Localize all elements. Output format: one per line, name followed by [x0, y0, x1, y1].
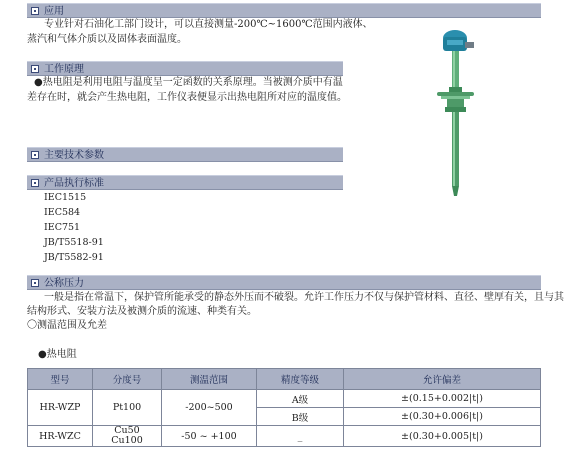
standard-item: JB/T5518-91 — [44, 237, 104, 248]
standard-item: IEC584 — [44, 207, 81, 218]
cell-level: B级 — [257, 408, 344, 426]
application-line-1: 专业针对石油化工部门设计，可以直接测量-200℃~1600℃范围内液体、 — [44, 19, 373, 30]
section-title: 应用 — [44, 6, 64, 17]
cell-model: HR-WZC — [28, 426, 93, 447]
principle-line-2: 差存在时，就会产生热电阻，工作仪表便显示出热电阻所对应的温度值。 — [27, 92, 347, 103]
range-tolerance-label: 〇测温范围及允差 — [27, 320, 107, 331]
header-tolerance: 允许偏差 — [344, 369, 541, 390]
cell-range: -200~500 — [162, 390, 257, 426]
bullet-icon — [31, 151, 39, 159]
bullet-icon — [31, 179, 39, 187]
header-model: 型号 — [28, 369, 93, 390]
standard-item: JB/T5582-91 — [44, 252, 104, 263]
section-header-standards — [27, 175, 343, 190]
bullet-icon — [31, 7, 39, 15]
header-accuracy: 精度等级 — [257, 369, 344, 390]
grade-line: Cu50 — [114, 425, 140, 436]
cell-level: _ — [257, 426, 344, 447]
cell-level: A级 — [257, 390, 344, 408]
spec-table — [27, 368, 541, 447]
section-title: 工作原理 — [44, 64, 84, 75]
table-row — [28, 426, 541, 447]
standard-item: IEC751 — [44, 222, 81, 233]
standard-item: IEC1515 — [44, 192, 87, 203]
section-header-principle — [27, 61, 343, 76]
section-header-params — [27, 147, 343, 162]
section-header-application — [27, 3, 541, 18]
section-title: 公称压力 — [44, 278, 84, 289]
cell-grade — [93, 426, 162, 447]
pressure-line-2: 结构形式、安装方法及被测介质的流速、种类有关。 — [27, 306, 257, 317]
section-header-pressure — [27, 275, 541, 290]
section-title: 主要技术参数 — [44, 150, 104, 161]
table-header-row — [28, 369, 541, 390]
pressure-line-1: 一般是指在常温下，保护管所能承受的静态外压而不破裂。允许工作压力不仅与保护管材料、直径、壁厚有关，且与其 — [44, 292, 564, 303]
header-range: 测温范围 — [162, 369, 257, 390]
rtd-label: ●热电阻 — [38, 349, 77, 360]
cell-range: -50 ~ +100 — [162, 426, 257, 447]
cell-tolerance: ±(0.30+0.005|t|) — [344, 426, 541, 447]
section-title: 产品执行标准 — [44, 178, 104, 189]
bullet-icon — [31, 65, 39, 73]
table-row — [28, 390, 541, 408]
principle-line-1: ●热电阻是利用电阻与温度呈一定函数的关系原理。当被测介质中有温 — [34, 77, 343, 88]
bullet-icon — [31, 279, 39, 287]
cell-model: HR-WZP — [28, 390, 93, 426]
rtd-sensor-image — [425, 26, 505, 201]
cell-grade: Pt100 — [93, 390, 162, 426]
header-grade: 分度号 — [93, 369, 162, 390]
cell-tolerance: ±(0.30+0.006|t|) — [344, 408, 541, 426]
grade-line: Cu100 — [111, 435, 143, 446]
application-line-2: 蒸汽和气体介质以及固体表面温度。 — [27, 34, 187, 45]
cell-tolerance: ±(0.15+0.002|t|) — [344, 390, 541, 408]
